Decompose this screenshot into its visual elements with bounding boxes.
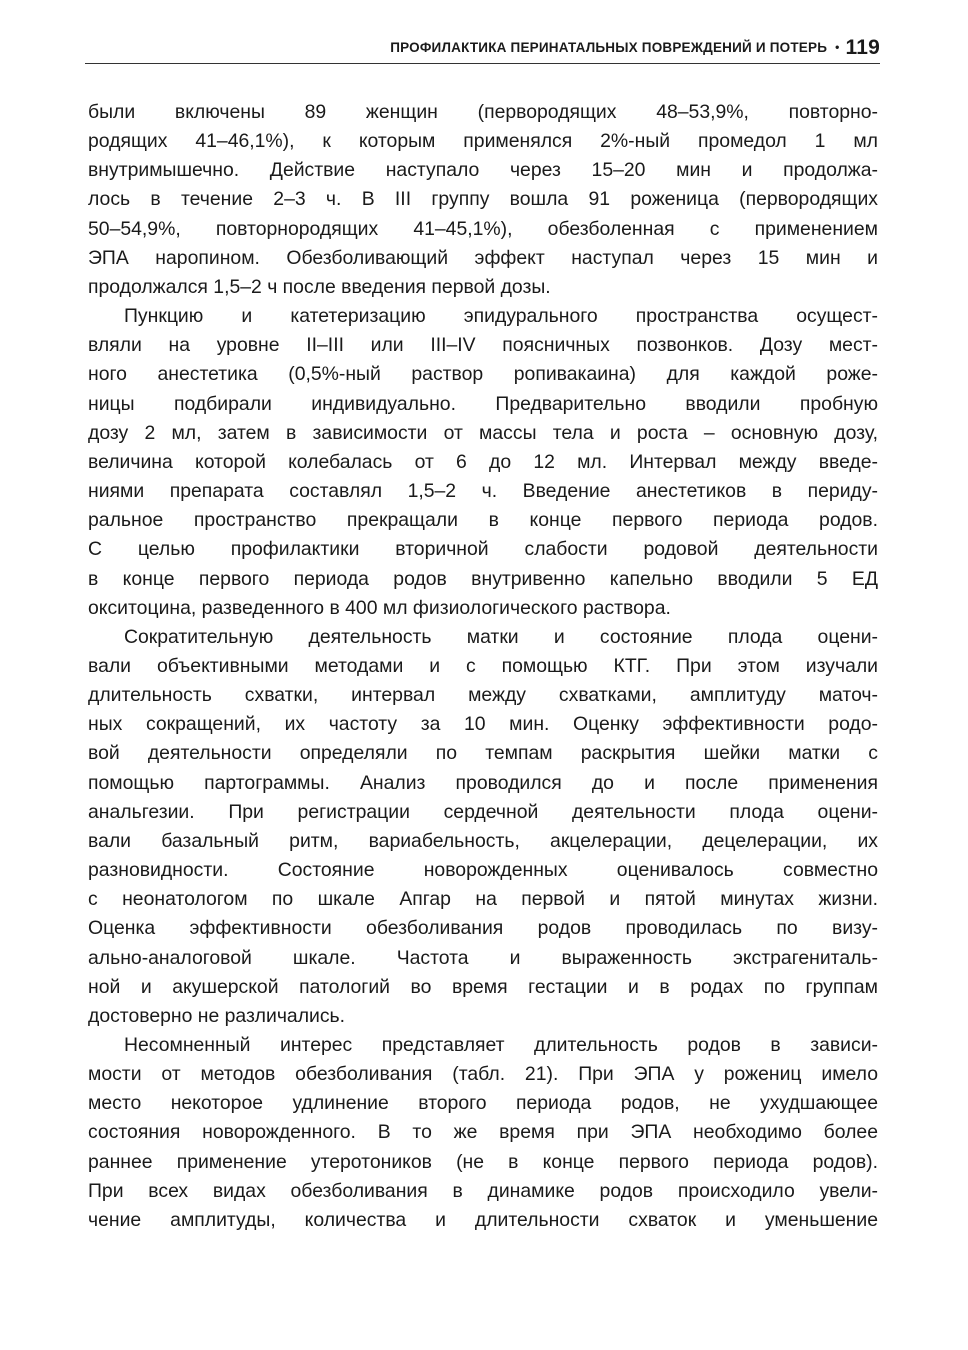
paragraph-1 [88, 98, 878, 302]
text-line: ных сокращений, их частоту за 10 мин. Оценку эффективности родо- [88, 713, 878, 736]
text-line: вали объективными методами и с помощью КТГ. При этом изучали [88, 654, 878, 677]
running-title: ПРОФИЛАКТИКА ПЕРИНАТАЛЬНЫХ ПОВРЕЖДЕНИЙ И ПОТЕРЬ [390, 40, 828, 55]
text-line: дозу 2 мл, затем в зависимости от массы тела и роста – основную дозу, [88, 421, 878, 444]
text-line: в конце первого периода родов внутривенно капельно вводили 5 ЕД [88, 567, 878, 590]
text-line: чение амплитуды, количества и длительности схваток и уменьшение [88, 1208, 878, 1231]
text-line: с неонатологом по шкале Апгар на первой и пятой минутах жизни. [88, 888, 878, 911]
text-line: родящих 41–46,1%), к которым применялся 2%-ный промедол 1 мл [88, 130, 878, 153]
text-line: ральное пространство прекращали в конце первого периода родов. [88, 509, 878, 532]
text-line: вой деятельности определяли по темпам раскрытия шейки матки с [88, 742, 878, 765]
running-header [85, 30, 880, 64]
page-number: 119 [845, 36, 880, 59]
text-line: разновидности. Состояние новорожденных оценивалось совместно [88, 859, 878, 882]
text-line: вляли на уровне II–III или III–IV поясничных позвонков. Дозу мест- [88, 334, 878, 357]
header-line [390, 36, 880, 60]
text-line: раннее применение утеротоников (не в конце первого периода родов). [88, 1150, 878, 1173]
text-line: ницы подбирали индивидуально. Предварительно вводили пробную [88, 392, 878, 415]
text-line: ной и акушерской патологий во время гестации и в родах по группам [88, 975, 878, 998]
text-line: Пункцию и катетеризацию эпидурального пространства осущест- [124, 305, 878, 328]
text-line: лось в течение 2–3 ч. В III группу вошла 91 роженица (первородящих [88, 188, 878, 211]
header-rule [85, 63, 880, 64]
text-line: С целью профилактики вторичной слабости родовой деятельности [88, 538, 878, 561]
text-line: окситоцина, разведенного в 400 мл физиологического раствора. [88, 596, 671, 619]
text-line: место некоторое удлинение второго периода родов, не ухудшающее [88, 1092, 878, 1115]
text-line: 50–54,9%, повторнородящих 41–45,1%), обезболенная с применением [88, 217, 878, 240]
paragraph-4 [88, 1031, 878, 1235]
text-line: Оценка эффективности обезболивания родов проводилась по визу- [88, 917, 878, 940]
text-line: помощью партограммы. Анализ проводился до и после применения [88, 771, 878, 794]
text-line: величина которой колебалась от 6 до 12 мл. Интервал между введе- [88, 450, 878, 473]
text-line: ЭПА наропином. Обезболивающий эффект наступал через 15 мин и [88, 246, 878, 269]
text-line: продолжался 1,5–2 ч после введения первой дозы. [88, 275, 551, 298]
text-line: состояния новорожденного. В то же время при ЭПА необходимо более [88, 1121, 878, 1144]
paragraph-2 [88, 302, 878, 623]
text-line: длительность схватки, интервал между схватками, амплитуду маточ- [88, 684, 878, 707]
header-bullet: • [835, 40, 840, 54]
text-line: ниями препарата составлял 1,5–2 ч. Введение анестетиков в периду- [88, 480, 878, 503]
text-line: анальгезии. При регистрации сердечной деятельности плода оцени- [88, 800, 878, 823]
text-line: Сократительную деятельность матки и состояние плода оцени- [124, 625, 878, 648]
text-line: вали базальный ритм, вариабельность, акцелерации, децелерации, их [88, 829, 878, 852]
text-line: Несомненный интерес представляет длительность родов в зависи- [124, 1034, 878, 1056]
body-text [88, 98, 878, 1235]
text-line: внутримышечно. Действие наступало через 15–20 мин и продолжа- [88, 159, 878, 182]
text-line: мости от методов обезболивания (табл. 21). При ЭПА у рожениц имело [88, 1063, 878, 1086]
text-line: При всех видах обезболивания в динамике родов происходило увели- [88, 1179, 878, 1202]
text-line: ально-аналоговой шкале. Частота и выраженность экстрагениталь- [88, 946, 878, 969]
paragraph-3 [88, 623, 878, 1031]
text-line: ного анестетика (0,5%-ный раствор ропивакаина) для каждой роже- [88, 363, 878, 386]
text-line: были включены 89 женщин (первородящих 48–53,9%, повторно- [88, 101, 878, 123]
text-line: достоверно не различались. [88, 1004, 346, 1027]
